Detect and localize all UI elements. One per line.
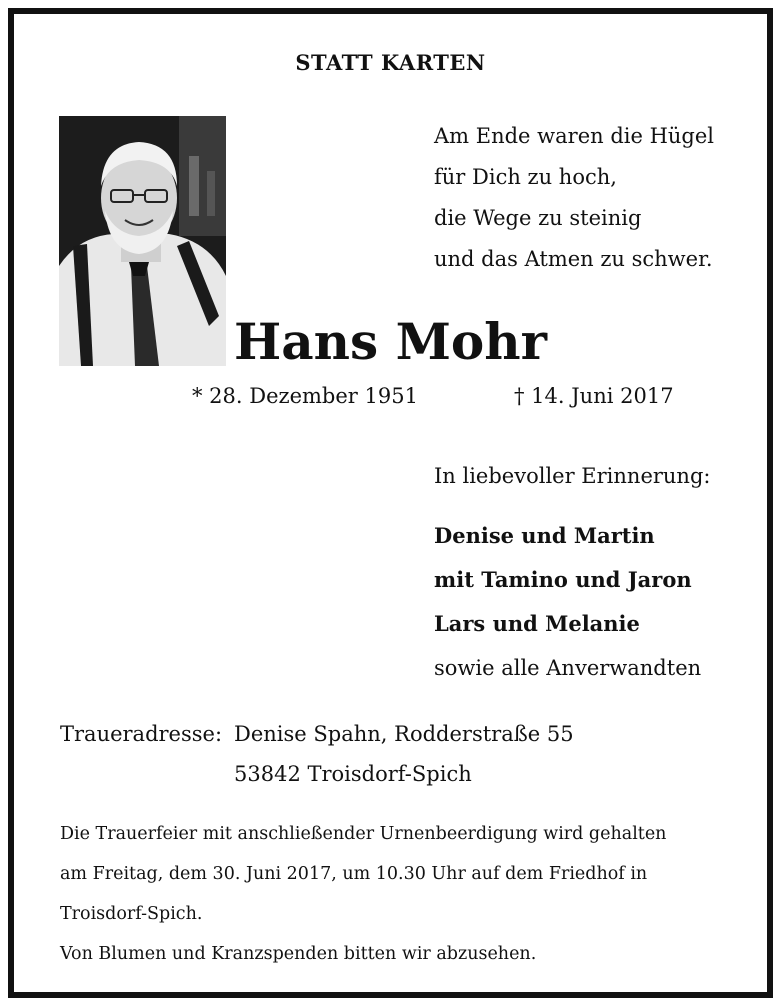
service-line: am Freitag, dem 30. Juni 2017, um 10.30 Uhr auf dem Friedhof in: [60, 864, 648, 884]
address-label: Traueradresse:: [60, 722, 223, 746]
address-line-2: 53842 Troisdorf-Spich: [234, 762, 472, 786]
poem-line: Am Ende waren die Hügel: [434, 124, 715, 148]
mourner-line: Lars und Melanie: [434, 611, 640, 636]
deceased-name: Hans Mohr: [234, 312, 547, 371]
mourners-closing: sowie alle Anverwandten: [434, 656, 702, 680]
mourner-line: mit Tamino und Jaron: [434, 567, 692, 592]
death-date: † 14. Juni 2017: [514, 384, 674, 408]
obituary-frame: [8, 8, 773, 998]
memory-intro: In liebevoller Erinnerung:: [434, 464, 711, 488]
service-line: Die Trauerfeier mit anschließender Urnenbeerdigung wird gehalten: [60, 824, 667, 844]
address-line-1: Denise Spahn, Rodderstraße 55: [234, 722, 574, 746]
poem-line: die Wege zu steinig: [434, 206, 642, 230]
poem-line: für Dich zu hoch,: [434, 165, 617, 189]
service-details: [60, 814, 740, 974]
header-title: STATT KARTEN: [295, 50, 486, 75]
birth-date: * 28. Dezember 1951: [192, 384, 418, 408]
service-line: Troisdorf-Spich.: [60, 904, 203, 924]
mourner-line: Denise und Martin: [434, 523, 655, 548]
poem: [434, 116, 714, 280]
mourners-list: [434, 514, 701, 690]
poem-line: und das Atmen zu schwer.: [434, 247, 713, 271]
service-line: Von Blumen und Kranzspenden bitten wir abzusehen.: [60, 944, 537, 964]
